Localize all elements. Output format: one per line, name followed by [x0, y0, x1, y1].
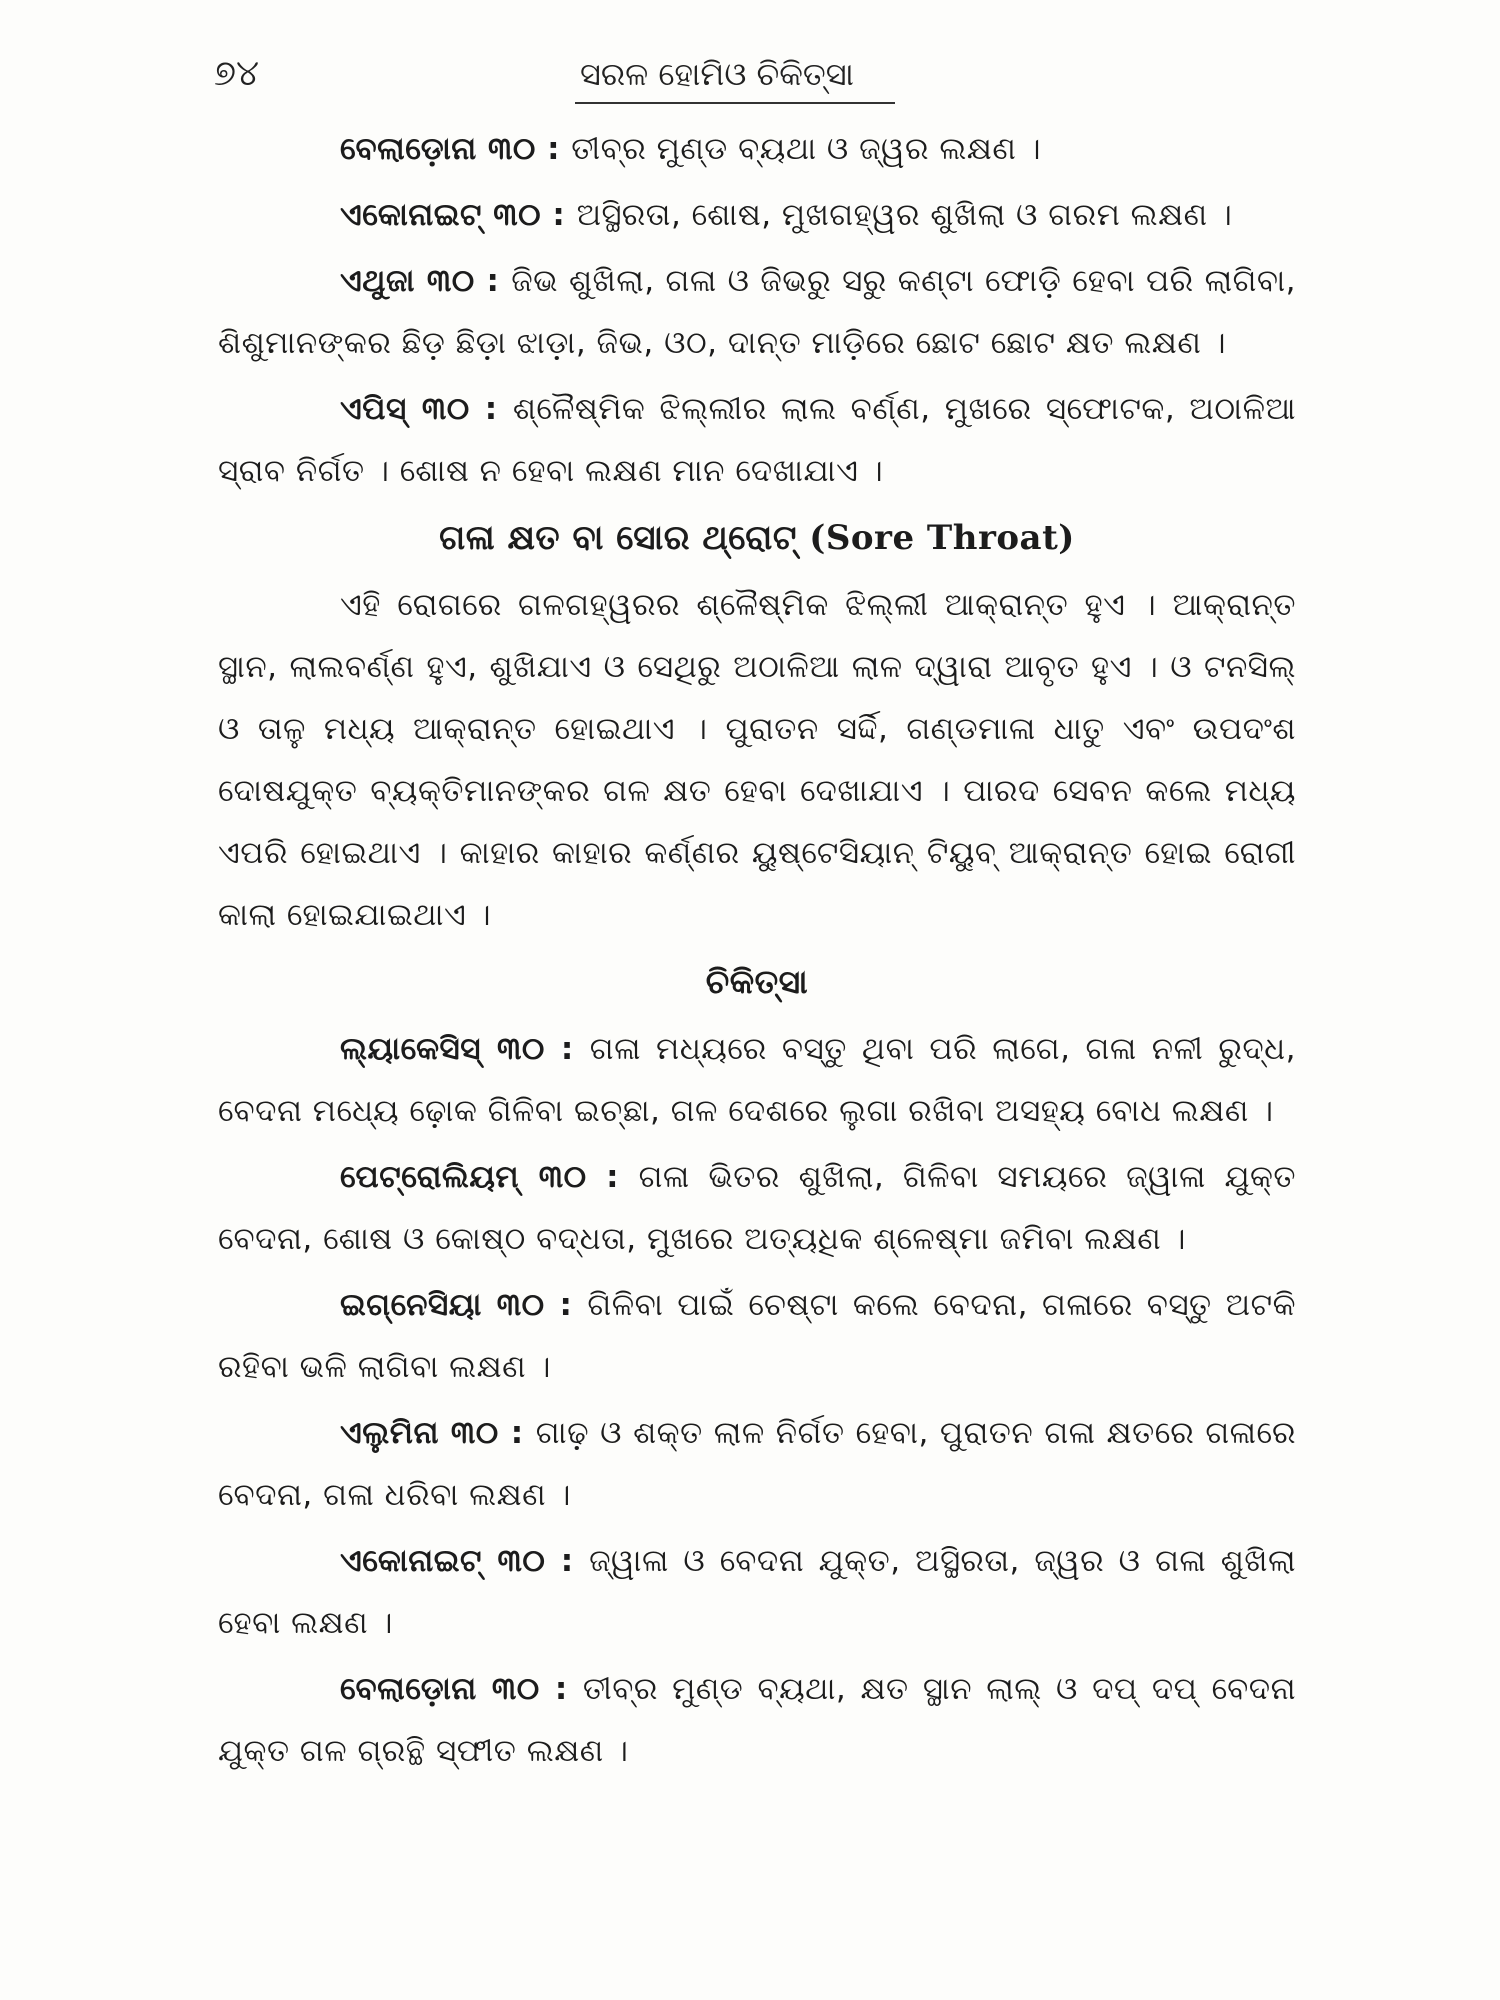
remedy-entry: [218, 1402, 1296, 1526]
remedy-description: ଗଳା ମଧ୍ୟରେ ବସ୍ତୁ ଥିବା ପରି ଲାଗେ, ଗଳା ନଳୀ ରୁଦ୍ଧ, ବେଦନା ମଧ୍ୟେ ଢ଼ୋକ ଗିଳିବା ଇଚ୍ଛା, ଗଳ ଦେଶରେ ଲୁଗା ରଖିବା ଅସହ୍ୟ ବୋଧ ଲକ୍ଷଣ ।: [218, 1031, 1296, 1129]
remedy-description: ଜିଭ ଶୁଖିଲା, ଗଳା ଓ ଜିଭରୁ ସରୁ କଣ୍ଟା ଫୋଡ଼ି ହେବା ପରି ଲାଗିବା, ଶିଶୁମାନଙ୍କର ଛିଡ଼ ଛିଡ଼ା ଝାଡ଼ା, ଜିଭ, ଓଠ, ଦାନ୍ତ ମାଡ଼ିରେ ଛୋଟ ଛୋଟ କ୍ଷତ ଲକ୍ଷଣ ।: [218, 263, 1296, 361]
separator: :: [539, 1671, 583, 1707]
remedy-name: ବେଲାଡ଼ୋନା ୩୦: [340, 131, 536, 167]
intro-paragraph: ଏହି ରୋଗରେ ଗଳଗହ୍ୱରର ଶ୍ଳୈଷ୍ମିକ ଝିଲ୍ଲୀ ଆକ୍ରାନ୍ତ ହୁଏ । ଆକ୍ରାନ୍ତ ସ୍ଥାନ, ଲାଲବର୍ଣ୍ଣ ହୁଏ, ଶୁଖିଯାଏ ଓ ସେଥିରୁ ଅଠାଳିଆ ଲାଳ ଦ୍ୱାରା ଆବୃତ ହୁଏ । ଓ ଟନସିଲ୍ ଓ ତାଳୁ ମଧ୍ୟ ଆକ୍ରାନ୍ତ ହୋଇଥାଏ । ପୁରାତନ ସର୍ଦ୍ଦି, ଗଣ୍ଡମାଳା ଧାତୁ ଏବଂ ଉପଦଂଶ ଦୋଷଯୁକ୍ତ ବ୍ୟକ୍ତିମାନଙ୍କର ଗଳ କ୍ଷତ ହେବା ଦେଖାଯାଏ । ପାରଦ ସେବନ କଲେ ମଧ୍ୟ ଏପରି ହୋଇଥାଏ । କାହାର କାହାର କର୍ଣ୍ଣର ୟୁଷ୍ଟେସିୟାନ୍ ଟିୟୁବ୍ ଆକ୍ରାନ୍ତ ହୋଇ ରୋଗୀ କାଲା ହୋଇଯାଇଥାଏ ।: [218, 587, 1296, 933]
remedy-name: ଏକୋନାଇଟ୍ ୩୦: [340, 1543, 546, 1579]
remedy-description: ତୀବ୍ର ମୁଣ୍ଡ ବ୍ୟଥା, କ୍ଷତ ସ୍ଥାନ ଲାଲ୍ ଓ ଦପ୍ ଦପ୍ ବେଦନା ଯୁକ୍ତ ଗଳ ଗ୍ରନ୍ଥି ସ୍ଫୀତ ଲକ୍ଷଣ ।: [218, 1671, 1296, 1769]
remedy-entry: [218, 118, 1296, 180]
page-body: [218, 118, 1296, 1786]
page-header: [0, 44, 1500, 114]
remedy-name: ଏଲୁମିନା ୩୦: [340, 1415, 499, 1451]
separator: :: [535, 131, 572, 167]
separator: :: [474, 263, 512, 299]
remedy-name: ଏଥୁଜା ୩୦: [340, 263, 475, 299]
section-heading-english: (Sore Throat): [809, 518, 1075, 558]
remedy-name: ବେଲାଡ଼ୋନା ୩୦: [340, 1671, 540, 1707]
separator: :: [544, 1287, 588, 1323]
remedy-entry: [218, 250, 1296, 374]
section-heading: [218, 506, 1296, 570]
section-heading-odia: ଗଳା କ୍ଷତ ବା ସୋର ଥ୍ରୋଟ୍: [439, 518, 797, 558]
remedy-name: ଏକୋନାଇଟ୍ ୩୦: [340, 197, 542, 233]
remedy-description: ଶ୍ଳୈଷ୍ମିକ ଝିଲ୍ଲୀର ଲାଲ ବର୍ଣ୍ଣ, ମୁଖରେ ସ୍ଫୋଟକ, ଅଠାଳିଆ ସ୍ରାବ ନିର୍ଗତ । ଶୋଷ ନ ହେବା ଲକ୍ଷଣ ମାନ ଦେଖାଯାଏ ।: [218, 391, 1296, 489]
separator: :: [544, 1031, 590, 1067]
remedy-description: ଗିଳିବା ପାଇଁ ଚେଷ୍ଟା କଲେ ବେଦନା, ଗଳାରେ ବସ୍ତୁ ଅଟକି ରହିବା ଭଳି ଲାଗିବା ଲକ୍ଷଣ ।: [218, 1287, 1297, 1385]
remedy-entry: [218, 184, 1296, 246]
remedy-name: ପେଟ୍ରୋଲିୟମ୍ ୩୦: [340, 1159, 587, 1195]
remedy-description: ଅସ୍ଥିରତା, ଶୋଷ, ମୁଖଗହ୍ୱର ଶୁଖିଲା ଓ ଗରମ ଲକ୍ଷଣ ।: [576, 197, 1233, 233]
remedy-description: ତୀବ୍ର ମୁଣ୍ଡ ବ୍ୟଥା ଓ ଜ୍ୱର ଲକ୍ଷଣ ।: [571, 131, 1042, 167]
remedy-description: ଜ୍ୱାଳା ଓ ବେଦନା ଯୁକ୍ତ, ଅସ୍ଥିରତା, ଜ୍ୱର ଓ ଗଳା ଶୁଖିଲା ହେବା ଲକ୍ଷଣ ।: [218, 1543, 1296, 1641]
remedy-entry: [218, 378, 1296, 502]
separator: :: [586, 1159, 639, 1195]
remedy-name: ଇଗ୍ନେସିୟା ୩୦: [340, 1287, 545, 1323]
remedy-name: ଲ୍ୟାକେସିସ୍ ୩୦: [340, 1031, 545, 1067]
remedy-entry: [218, 1018, 1296, 1142]
remedy-entry: [218, 1530, 1296, 1654]
remedy-description: ଗଳା ଭିତର ଶୁଖିଲା, ଗିଳିବା ସମୟରେ ଜ୍ୱାଳା ଯୁକ୍ତ ବେଦନା, ଶୋଷ ଓ କୋଷ୍ଠ ବଦ୍ଧତା, ମୁଖରେ ଅତ୍ୟଧିକ ଶ୍ଳେଷ୍ମା ଜମିବା ଲକ୍ଷଣ ।: [218, 1159, 1297, 1257]
remedy-entry: [218, 1274, 1296, 1398]
separator: :: [498, 1415, 536, 1451]
separator: :: [541, 197, 577, 233]
treatment-heading: ଚିକିତ୍ସା: [705, 962, 809, 1001]
page-number: ୭୪: [214, 53, 260, 94]
remedy-name: ଏପିସ୍ ୩୦: [340, 391, 470, 427]
remedy-entry: [218, 1658, 1296, 1782]
header-underline: [575, 102, 895, 104]
remedy-entry: [218, 1146, 1296, 1270]
running-title: ସରଳ ହୋମିଓ ଚିକିତ୍ସା: [580, 55, 854, 93]
separator: :: [545, 1543, 590, 1579]
separator: :: [469, 391, 513, 427]
remedy-description: ଗାଢ଼ ଓ ଶକ୍ତ ଲାଳ ନିର୍ଗତ ହେବା, ପୁରାତନ ଗଳା କ୍ଷତରେ ଗଳାରେ ବେଦନା, ଗଳା ଧରିବା ଲକ୍ଷଣ ।: [218, 1415, 1296, 1513]
